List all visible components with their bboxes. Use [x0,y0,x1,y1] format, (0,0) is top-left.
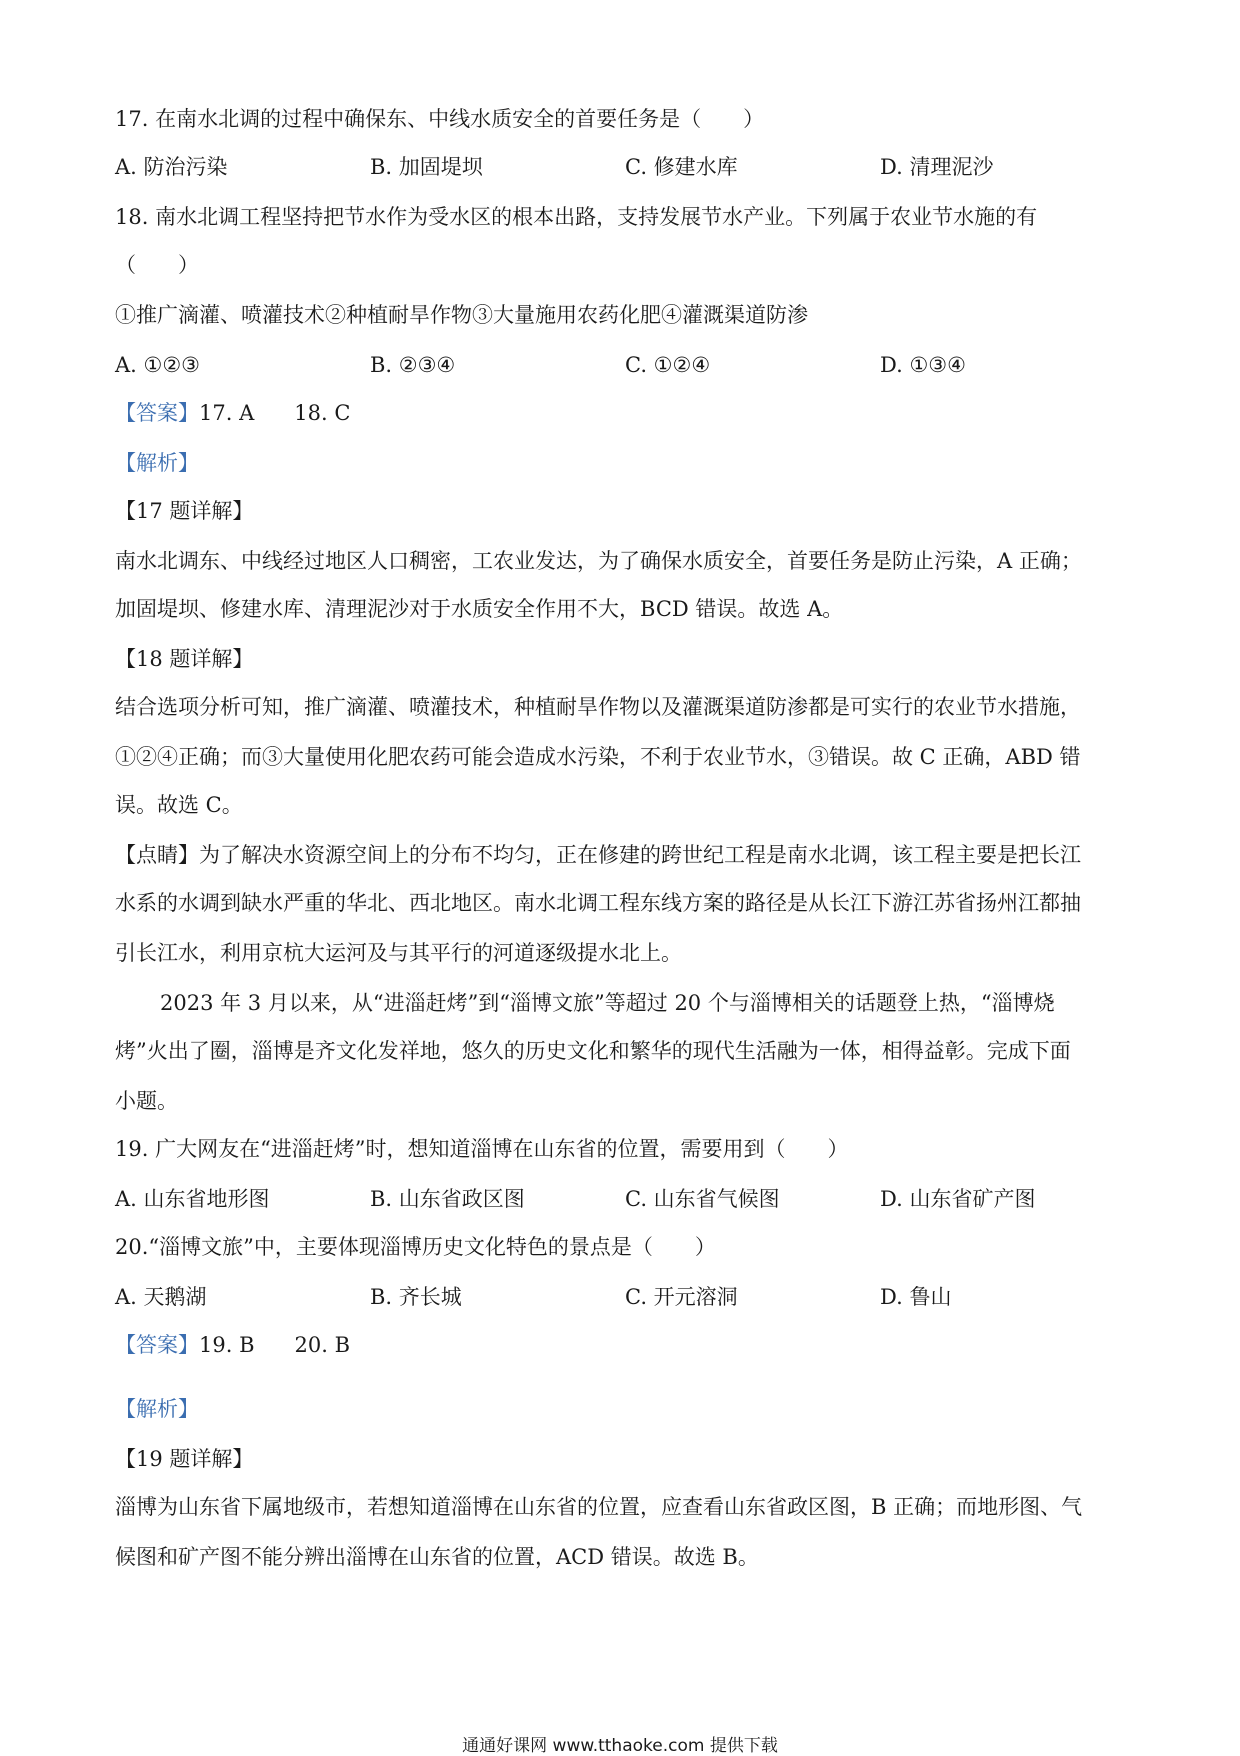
detail-18-line-1: 结合选项分析可知，推广滴灌、喷灌技术，种植耐旱作物以及灌溉渠道防渗都是可实行的农业节水措施， [115,695,1081,719]
q20-option-a: A. 天鹅湖 [115,1285,207,1309]
dianjing-line-2: 水系的水调到缺水严重的华北、西北地区。南水北调工程东线方案的路径是从长江下游江苏省扬州江都抽 [115,891,1081,915]
passage-line-3: 小题。 [115,1089,178,1113]
q19-option-c: C. 山东省气候图 [625,1187,780,1211]
answer-19: 19. B [199,1333,255,1357]
q19-option-d: D. 山东省矿产图 [880,1187,1036,1211]
answer-17: 17. A [199,401,255,425]
q18-option-c: C. ①②④ [625,353,711,377]
detail-19-heading: 【19 题详解】 [115,1447,254,1471]
dianjing-line-3: 引长江水，利用京杭大运河及与其平行的河道逐级提水北上。 [115,941,682,965]
dianjing-line-1: 【点睛】为了解决水资源空间上的分布不均匀，正在修建的跨世纪工程是南水北调，该工程主要是把长江 [115,843,1081,867]
answer-18: 18. C [294,401,351,425]
question-18-stem: 18. 南水北调工程坚持把节水作为受水区的根本出路，支持发展节水产业。下列属于农业节水施的有 [115,205,1038,229]
detail-18-line-2: ①②④正确；而③大量使用化肥农药可能会造成水污染，不利于农业节水，③错误。故 C 正确，ABD 错 [115,745,1081,769]
passage-line-1: 2023 年 3 月以来，从“进淄赶烤”到“淄博文旅”等超过 20 个与淄博相关的话题登上热，“淄博烧 [160,991,1055,1015]
analysis-tag-1: 【解析】 [115,451,199,475]
q18-option-a: A. ①②③ [115,353,200,377]
answer-tag: 【答案】 [115,401,199,425]
q17-option-c: C. 修建水库 [625,155,738,179]
answer-20: 20. B [294,1333,351,1357]
detail-19-line-1: 淄博为山东省下属地级市，若想知道淄博在山东省的位置，应查看山东省政区图，B 正确；而地形图、气 [115,1495,1083,1519]
passage-line-2: 烤”火出了圈，淄博是齐文化发祥地，悠久的历史文化和繁华的现代生活融为一体，相得益彰。完成下面 [115,1039,1071,1063]
detail-19-line-2: 候图和矿产图不能分辨出淄博在山东省的位置，ACD 错误。故选 B。 [115,1545,759,1569]
footer-source: 通通好课网 www.tthaoke.com 提供下载 [462,1736,778,1756]
q17-option-a: A. 防治污染 [115,155,228,179]
answer-block-2 [115,1330,350,1360]
detail-18-heading: 【18 题详解】 [115,647,254,671]
detail-18-line-3: 误。故选 C。 [115,793,243,817]
q17-option-d: D. 清理泥沙 [880,155,994,179]
q18-option-b: B. ②③④ [370,353,456,377]
answer-tag: 【答案】 [115,1333,199,1357]
q20-option-c: C. 开元溶洞 [625,1285,738,1309]
q20-option-d: D. 鲁山 [880,1285,952,1309]
q17-option-b: B. 加固堤坝 [370,155,483,179]
q19-option-a: A. 山东省地形图 [115,1187,270,1211]
analysis-tag-2: 【解析】 [115,1397,199,1421]
question-20-stem: 20.“淄博文旅”中，主要体现淄博历史文化特色的景点是（ ） [115,1235,716,1259]
detail-17-line-2: 加固堤坝、修建水库、清理泥沙对于水质安全作用不大，BCD 错误。故选 A。 [115,597,844,621]
question-18-items: ①推广滴灌、喷灌技术②种植耐旱作物③大量施用农药化肥④灌溉渠道防渗 [115,303,808,327]
answer-block-1 [115,398,350,428]
question-17-stem: 17. 在南水北调的过程中确保东、中线水质安全的首要任务是（ ） [115,107,765,131]
detail-17-line-1: 南水北调东、中线经过地区人口稠密，工农业发达，为了确保水质安全，首要任务是防止污染，A 正确； [115,549,1082,573]
detail-17-heading: 【17 题详解】 [115,499,254,523]
question-19-stem: 19. 广大网友在“进淄赶烤”时，想知道淄博在山东省的位置，需要用到（ ） [115,1137,849,1161]
question-18-stem-cont: （ ） [115,253,199,277]
q19-option-b: B. 山东省政区图 [370,1187,525,1211]
q20-option-b: B. 齐长城 [370,1285,462,1309]
q18-option-d: D. ①③④ [880,353,966,377]
